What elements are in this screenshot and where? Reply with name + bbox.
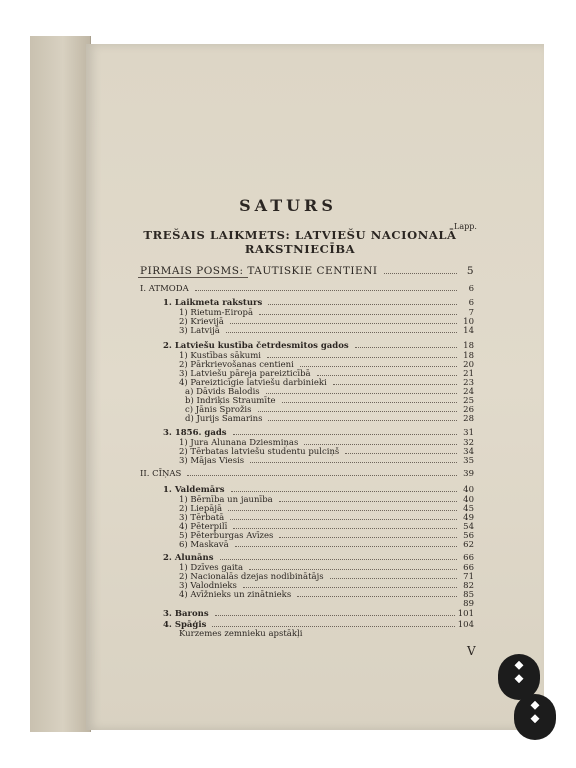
toc-entry-label: Kurzemes zemnieku apstākļi — [179, 629, 303, 639]
toc-entry-label: 2. Latviešu kustība četrdesmitos gados — [163, 341, 349, 351]
toc-entry-page: 66 — [463, 563, 474, 573]
dot-leader — [384, 266, 457, 274]
dot-leader — [266, 386, 457, 394]
toc-entry-label: 2) Krievijā — [179, 317, 224, 327]
dot-leader — [185, 599, 457, 606]
toc-entry — [185, 413, 474, 424]
toc-entry-label: 1) Rietum-Eiropā — [179, 308, 254, 318]
page-title: SATURS — [239, 196, 337, 215]
toc-entry-label: 3. Barons — [163, 609, 209, 619]
toc-entry-label: 1) Bērnība un jaunība — [179, 495, 273, 505]
toc-entry — [179, 455, 474, 466]
dot-leader — [297, 589, 457, 597]
toc-entry-page: 14 — [463, 326, 474, 336]
toc-entry-label: 1) Jura Alunana Dziesmiņas — [179, 438, 299, 448]
toc-entry-label: 1) Kustības sākumi — [179, 351, 261, 361]
toc-entry-page: 5 — [466, 265, 474, 277]
dot-leader — [279, 494, 457, 502]
toc-entry-page: 25 — [463, 396, 474, 406]
toc-entry-page: 7 — [468, 308, 474, 318]
toc-entry-label: 2) Liepājā — [179, 504, 223, 514]
toc-entry-label: d) Jurijs Samarins — [185, 414, 263, 424]
dot-leader — [230, 316, 457, 324]
toc-entry-page: 104 — [457, 620, 474, 630]
dot-leader — [215, 608, 455, 616]
toc-entry-page: 21 — [463, 369, 474, 379]
dot-leader — [233, 521, 457, 529]
dot-leader — [226, 325, 457, 333]
toc-entry-page: 101 — [457, 609, 474, 619]
ornament-icon — [524, 701, 547, 724]
part-heading-line-1: TREŠAIS LAIKMETS: LATVIEŠU NACIONALĀ — [143, 228, 457, 242]
toc-entry-page: 6 — [468, 284, 474, 294]
toc-entry-label: 4) Pareizticīgie latviešu darbinieki — [179, 378, 327, 388]
toc-entry-label: PIRMAIS POSMS: TAUTISKIE CENTIENI — [140, 265, 378, 277]
dot-leader — [268, 413, 457, 421]
dot-leader — [279, 530, 457, 538]
dot-leader — [267, 350, 457, 358]
toc-entry-page: 10 — [463, 317, 474, 327]
toc-entry — [140, 283, 474, 294]
toc-entry-page: 89 — [463, 599, 474, 609]
toc-entry-page: 54 — [463, 522, 474, 532]
toc-entry-label: 3) Latviešu pāreja pareizticībā — [179, 369, 311, 379]
toc-entry-label: 2) Pārkrievošanas centieni — [179, 360, 294, 370]
toc-entry-label: b) Indriķis Straumīte — [185, 396, 276, 406]
toc-entry-label: 3) Mājas Viesis — [179, 456, 245, 466]
toc-entry-page: 49 — [463, 513, 474, 523]
section-rule — [138, 277, 248, 278]
toc-entry-label: 2) Nacionalās dzejas nodibinātājs — [179, 572, 324, 582]
dot-leader — [195, 283, 457, 291]
dot-leader — [345, 446, 457, 454]
toc-entry-page: 82 — [463, 581, 474, 591]
dot-leader — [355, 340, 457, 348]
ornament-icon — [508, 661, 531, 684]
dot-leader — [282, 395, 457, 403]
toc-entry — [163, 608, 474, 619]
toc-entry-page: 26 — [463, 405, 474, 415]
toc-entry-label: 3. 1856. gads — [163, 428, 227, 438]
dot-leader — [231, 484, 457, 492]
toc-entry-page: 20 — [463, 360, 474, 370]
dot-leader — [250, 455, 457, 463]
toc-entry-page: 18 — [463, 341, 474, 351]
toc-entry-page: 18 — [463, 351, 474, 361]
dot-leader — [304, 437, 457, 445]
toc-entry-page: 31 — [463, 428, 474, 438]
toc-entry-page: 6 — [468, 298, 474, 308]
dot-leader — [235, 539, 457, 547]
dot-leader — [333, 377, 457, 385]
dot-leader — [228, 503, 457, 511]
toc-entry-label: a) Dāvids Balodis — [185, 387, 260, 397]
toc-entry-page: 32 — [463, 438, 474, 448]
toc-entry-page: 28 — [463, 414, 474, 424]
toc-entry — [179, 629, 474, 639]
toc-entry-page: 24 — [463, 387, 474, 397]
toc-entry-label: 1. Valdemārs — [163, 485, 225, 495]
toc-entry-label: 1. Laikmeta raksturs — [163, 298, 263, 308]
toc-entry-page: 56 — [463, 531, 474, 541]
toc-entry-label: 5) Pēterburgas Avīzes — [179, 531, 274, 541]
toc-entry-page: 23 — [463, 378, 474, 388]
dot-leader — [243, 580, 457, 588]
page-number: V — [467, 644, 476, 658]
dot-leader — [258, 404, 457, 412]
toc-entry-label: 2. Alunāns — [163, 553, 214, 563]
toc-entry — [179, 325, 474, 336]
dot-leader — [330, 571, 457, 579]
toc-entry-label: 3) Latvijā — [179, 326, 220, 336]
toc-entry-label: 1) Dzīves gaita — [179, 563, 244, 573]
toc-entry-label: 3) Tērbatā — [179, 513, 225, 523]
dot-leader — [308, 629, 457, 636]
toc-entry-label: 3) Valodnieks — [179, 581, 237, 591]
toc-entry-page: 35 — [463, 456, 474, 466]
page-column-label: Lapp. — [454, 222, 477, 231]
toc-entry — [140, 468, 474, 479]
toc-entry-label: 6) Maskavā — [179, 540, 229, 550]
toc-entry-label: II. CĪŅAS — [140, 469, 182, 479]
dot-leader — [220, 552, 458, 560]
toc-entry-label: c) Jānis Sprožis — [185, 405, 252, 415]
part-heading-line-2: RAKSTNIECĪBA — [244, 242, 356, 256]
toc-entry-page: 71 — [463, 572, 474, 582]
watermark-badge-bottom — [514, 694, 556, 740]
toc-entry-page: 66 — [463, 553, 474, 563]
toc-entry-page: 34 — [463, 447, 474, 457]
dot-leader — [268, 297, 457, 305]
dot-leader — [233, 427, 457, 435]
dot-leader — [300, 359, 457, 367]
dot-leader — [230, 512, 457, 520]
toc-entry-label: 4. Spāģis — [163, 620, 207, 630]
toc-entry-page: 40 — [463, 495, 474, 505]
toc-entry-label: 4) Pēterpilī — [179, 522, 228, 532]
toc-entry-page: 85 — [463, 590, 474, 600]
dot-leader — [317, 368, 457, 376]
dot-leader — [249, 562, 457, 570]
toc-entry-label: 2) Tērbatas latviešu studentu pulciņš — [179, 447, 340, 457]
toc-entry-page: 62 — [463, 540, 474, 550]
toc-entry-label: I. ATMODA — [140, 284, 189, 294]
toc-entry — [140, 266, 474, 276]
toc-entry-label: 4) Avīžnieks un zinātnieks — [179, 590, 292, 600]
dot-leader — [259, 307, 457, 315]
book-spine — [30, 36, 91, 732]
toc-entry-page: 39 — [463, 469, 474, 479]
dot-leader — [187, 468, 457, 476]
toc-entry-page: 40 — [463, 485, 474, 495]
toc-entry — [179, 539, 474, 550]
dot-leader — [212, 619, 454, 627]
toc-entry-page: 45 — [463, 504, 474, 514]
